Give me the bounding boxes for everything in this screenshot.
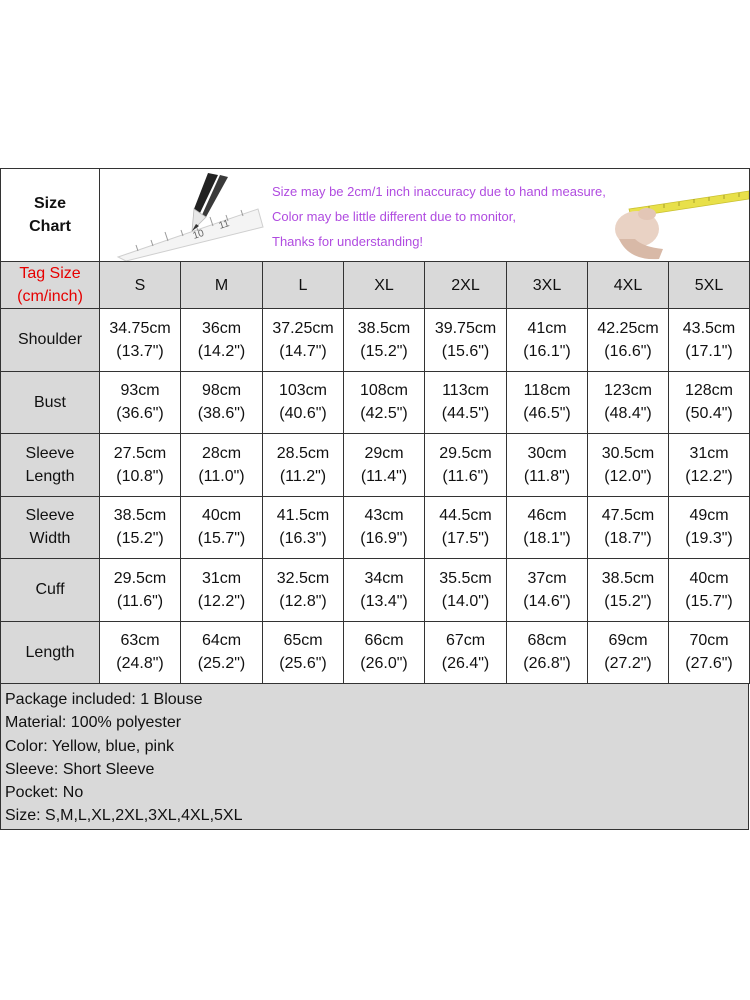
measurement-cell: [263, 496, 344, 559]
value-cm: 69cm: [608, 632, 648, 650]
hand-icon: [615, 208, 663, 259]
note-line: Color may be little different due to monitor,: [272, 209, 516, 224]
value-cm: 37cm: [527, 569, 567, 587]
value-cm: 27.5cm: [113, 444, 167, 462]
value-inch: (18.7"): [604, 530, 652, 548]
value-inch: (11.6"): [116, 592, 164, 610]
value-inch: (38.6"): [197, 405, 246, 423]
value-inch: (50.4"): [685, 405, 733, 423]
info-material: Material: 100% polyester: [5, 714, 182, 732]
value-cm: 34.75cm: [109, 319, 171, 337]
product-info-box: [0, 683, 749, 830]
size-chart-table: [0, 168, 750, 684]
table-row: [1, 621, 750, 684]
measurement-notes: [272, 179, 606, 254]
measurement-cell: [181, 496, 263, 559]
measurement-cell: [425, 621, 507, 684]
value-inch: (11.8"): [523, 467, 571, 485]
value-inch: (14.0"): [441, 592, 490, 610]
value-inch: (25.6"): [279, 655, 327, 673]
measurement-cell: [263, 371, 344, 434]
measurement-cell: [507, 559, 588, 622]
value-cm: 44.5cm: [439, 507, 492, 525]
value-cm: 70cm: [689, 632, 729, 650]
info-sleeve: Sleeve: Short Sleeve: [5, 760, 155, 778]
value-cm: 28cm: [201, 444, 242, 462]
measurement-cell: [425, 309, 507, 372]
measurement-cell: [669, 371, 750, 434]
value-inch: (15.2"): [604, 592, 652, 610]
value-inch: (42.5"): [360, 405, 408, 423]
measurement-cell: [100, 434, 181, 497]
value-cm: 108cm: [359, 382, 409, 400]
measurement-cell: [344, 559, 425, 622]
value-cm: 38.5cm: [113, 507, 167, 525]
value-inch: (19.3"): [685, 530, 733, 548]
value-cm: 30.5cm: [601, 444, 655, 462]
measurement-label: Bust: [1, 371, 100, 434]
value-cm: 29cm: [364, 444, 404, 462]
ruler-tick-label: 11: [217, 218, 231, 232]
measurement-label: Cuff: [1, 559, 100, 622]
value-cm: 67cm: [445, 632, 486, 650]
size-header-xl: XL: [344, 262, 425, 309]
value-cm: 32.5cm: [276, 569, 330, 587]
value-inch: (12.8"): [279, 592, 327, 610]
value-inch: (48.4"): [604, 405, 652, 423]
value-inch: (12.2"): [197, 592, 246, 610]
value-cm: 29.5cm: [113, 569, 167, 587]
value-inch: (11.2"): [279, 467, 327, 485]
value-cm: 123cm: [603, 382, 653, 400]
value-inch: (26.8"): [523, 655, 571, 673]
value-inch: (14.7"): [279, 342, 327, 360]
value-cm: 28.5cm: [276, 444, 330, 462]
value-cm: 43cm: [364, 507, 404, 525]
value-inch: (16.3"): [279, 530, 327, 548]
measurement-label: Length: [1, 621, 100, 684]
value-cm: 41cm: [527, 319, 567, 337]
measurement-cell: [588, 559, 669, 622]
measurement-cell: [669, 621, 750, 684]
measurement-cell: [507, 496, 588, 559]
value-inch: (16.9"): [360, 530, 408, 548]
value-cm: 47.5cm: [601, 507, 655, 525]
size-chart-title: Size Chart: [1, 169, 100, 262]
value-cm: 128cm: [684, 382, 734, 400]
measurement-cell: [344, 621, 425, 684]
value-cm: 103cm: [278, 382, 328, 400]
size-header-5xl: 5XL: [669, 262, 750, 309]
value-inch: (13.4"): [360, 592, 408, 610]
value-cm: 42.25cm: [597, 319, 659, 337]
measurement-cell: [425, 559, 507, 622]
table-row: [1, 371, 750, 434]
value-cm: 40cm: [689, 569, 729, 587]
measurement-cell: [588, 621, 669, 684]
measurement-cell: [344, 309, 425, 372]
info-color: Color: Yellow, blue, pink: [5, 737, 174, 755]
measurement-cell: [669, 309, 750, 372]
measurement-cell: [669, 434, 750, 497]
value-inch: (17.1"): [685, 342, 733, 360]
value-inch: (15.7"): [685, 592, 733, 610]
measurement-cell: [100, 496, 181, 559]
value-cm: 98cm: [201, 382, 242, 400]
size-header-m: M: [181, 262, 263, 309]
measurement-cell: [344, 371, 425, 434]
measurement-cell: [100, 371, 181, 434]
measurement-cell: [425, 496, 507, 559]
value-inch: (44.5"): [441, 405, 490, 423]
value-cm: 31cm: [201, 569, 242, 587]
value-cm: 43.5cm: [682, 319, 736, 337]
measurement-cell: [507, 371, 588, 434]
measurement-cell: [344, 496, 425, 559]
value-cm: 65cm: [283, 632, 323, 650]
info-sizes: Size: S,M,L,XL,2XL,3XL,4XL,5XL: [5, 807, 243, 825]
value-cm: 38.5cm: [601, 569, 655, 587]
tag-size-label: Tag Size (cm/inch): [1, 262, 100, 309]
measurement-cell: [588, 496, 669, 559]
measurement-cell: [181, 621, 263, 684]
info-package: Package included: 1 Blouse: [5, 691, 203, 708]
value-inch: (17.5"): [441, 530, 490, 548]
value-cm: 37.25cm: [272, 319, 334, 337]
value-cm: 30cm: [527, 444, 567, 462]
measurement-cell: [100, 621, 181, 684]
table-row: [1, 309, 750, 372]
value-inch: (16.6"): [604, 342, 652, 360]
value-inch: (46.5"): [523, 405, 571, 423]
measurement-cell: [181, 559, 263, 622]
measurement-cell: [507, 621, 588, 684]
measurement-label: Sleeve Width: [1, 496, 100, 559]
value-inch: (15.2"): [360, 342, 408, 360]
value-inch: (27.2"): [604, 655, 652, 673]
measurement-cell: [507, 434, 588, 497]
value-cm: 35.5cm: [439, 569, 492, 587]
value-cm: 64cm: [201, 632, 242, 650]
value-inch: (11.6"): [442, 467, 489, 485]
value-cm: 41.5cm: [276, 507, 330, 525]
measurement-cell: [263, 309, 344, 372]
size-header-2xl: 2XL: [425, 262, 507, 309]
value-cm: 113cm: [442, 382, 489, 400]
value-inch: (11.0"): [198, 467, 245, 485]
measurement-cell: [181, 434, 263, 497]
size-header-l: L: [263, 262, 344, 309]
value-cm: 38.5cm: [357, 319, 411, 337]
value-inch: (25.2"): [197, 655, 246, 673]
value-inch: (16.1"): [523, 342, 571, 360]
value-cm: 40cm: [201, 507, 242, 525]
pencil-ruler-illustration: [108, 169, 268, 261]
size-header-3xl: 3XL: [507, 262, 588, 309]
value-inch: (40.6"): [279, 405, 327, 423]
measurement-cell: [669, 496, 750, 559]
value-cm: 66cm: [364, 632, 404, 650]
measurement-cell: [669, 559, 750, 622]
value-inch: (11.4"): [360, 467, 408, 485]
value-cm: 118cm: [523, 382, 571, 400]
size-chart: [0, 168, 749, 684]
value-inch: (27.6"): [685, 655, 733, 673]
table-row: [1, 496, 750, 559]
value-inch: (14.6"): [523, 592, 571, 610]
measurement-cell: [263, 559, 344, 622]
value-inch: (15.7"): [197, 530, 246, 548]
size-header-4xl: 4XL: [588, 262, 669, 309]
value-cm: 39.75cm: [434, 319, 497, 337]
note-line: Thanks for understanding!: [272, 234, 424, 249]
measurement-cell: [100, 559, 181, 622]
value-cm: 68cm: [527, 632, 567, 650]
measurement-cell: [507, 309, 588, 372]
value-cm: 31cm: [689, 444, 729, 462]
table-row: [1, 434, 750, 497]
measurement-cell: [181, 309, 263, 372]
value-inch: (26.4"): [441, 655, 490, 673]
measurement-cell: [263, 434, 344, 497]
measurement-cell: [181, 371, 263, 434]
value-cm: 46cm: [527, 507, 567, 525]
measurement-cell: [344, 434, 425, 497]
value-cm: 63cm: [120, 632, 160, 650]
value-cm: 29.5cm: [439, 444, 492, 462]
value-inch: (18.1"): [523, 530, 571, 548]
value-inch: (15.6"): [441, 342, 490, 360]
measuring-tape-hand-illustration: [599, 169, 749, 261]
measurement-cell: [100, 309, 181, 372]
value-inch: (12.0"): [604, 467, 652, 485]
value-inch: (36.6"): [116, 405, 164, 423]
value-cm: 36cm: [201, 319, 242, 337]
measurement-cell: [588, 434, 669, 497]
measurement-label: Shoulder: [1, 309, 100, 372]
measurement-note-banner: [100, 169, 750, 262]
value-inch: (12.2"): [685, 467, 733, 485]
value-inch: (24.8"): [116, 655, 164, 673]
value-inch: (13.7"): [116, 342, 164, 360]
value-cm: 34cm: [364, 569, 404, 587]
info-pocket: Pocket: No: [5, 784, 84, 802]
measurement-cell: [425, 434, 507, 497]
measurement-label: Sleeve Length: [1, 434, 100, 497]
value-inch: (14.2"): [197, 342, 246, 360]
ruler-tick-label: 10: [191, 227, 206, 242]
measurement-cell: [588, 309, 669, 372]
value-cm: 49cm: [689, 507, 729, 525]
value-inch: (10.8"): [116, 467, 164, 485]
value-cm: 93cm: [120, 382, 160, 400]
value-inch: (26.0"): [360, 655, 408, 673]
measurement-cell: [263, 621, 344, 684]
measurement-cell: [425, 371, 507, 434]
size-header-s: S: [100, 262, 181, 309]
value-inch: (15.2"): [116, 530, 164, 548]
note-line: Size may be 2cm/1 inch inaccuracy due to hand measure,: [272, 184, 606, 199]
measurement-cell: [588, 371, 669, 434]
table-row: [1, 559, 750, 622]
